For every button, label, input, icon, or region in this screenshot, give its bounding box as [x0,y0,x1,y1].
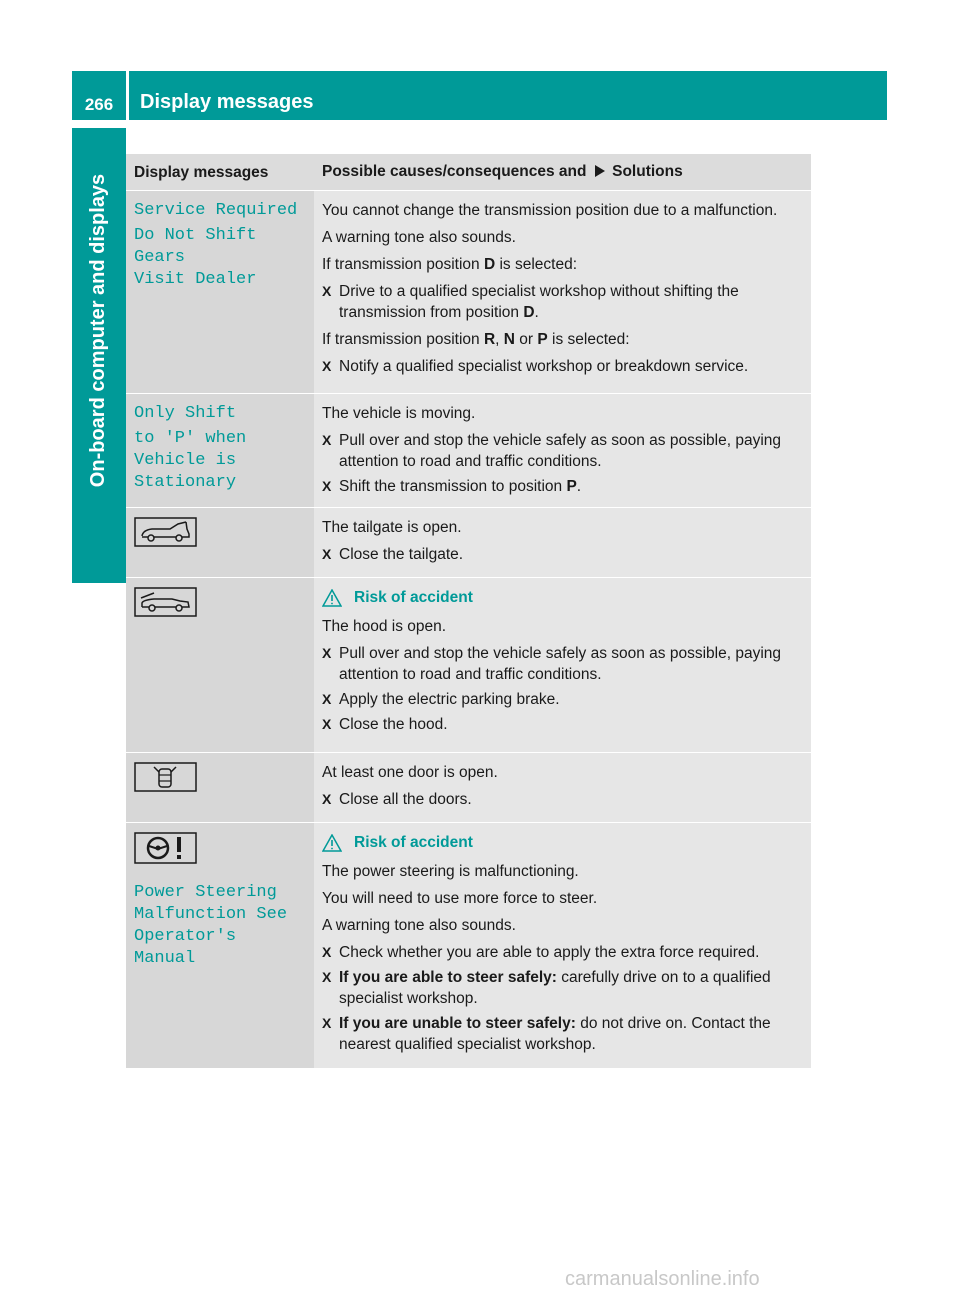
tailgate-open-icon [134,517,306,553]
watermark: carmanualsonline.info [565,1268,760,1290]
gear-d: D [523,304,535,321]
display-cell [126,823,314,1069]
play-arrow-icon [594,163,606,184]
warning-heading [322,832,803,853]
solution-cell [314,823,811,1069]
solution-step [322,1013,803,1055]
solution-step [322,689,803,710]
step-arrow-icon: X [322,283,332,299]
step-arrow-icon: X [322,1015,332,1031]
step-text: carefully drive on to a qualified specialist workshop. [339,969,771,1007]
separator: or [515,331,538,348]
step-text: do not drive on. Contact the nearest qualified specialist workshop. [339,1015,771,1053]
hood-open-icon [134,587,306,623]
door-open-icon [134,762,306,798]
step-text: Close the tailgate. [339,546,464,563]
condition-pre: If transmission position [322,256,484,273]
step-arrow-icon: X [322,944,332,960]
header-divider [126,71,129,120]
solution-cell [314,578,811,753]
col-solutions-label: Solutions [612,162,683,180]
solution-step [322,789,803,810]
gear-p: P [566,478,577,495]
table-row [126,578,811,753]
step-arrow-icon: X [322,432,332,448]
step-text: Notify a qualified specialist workshop or breakdown service. [339,358,749,375]
step-bold-lead: If you are unable to steer safely: [339,1015,576,1032]
warning-label: Risk of accident [354,834,473,851]
display-text [134,403,306,494]
step-text: Drive to a qualified specialist workshop without shifting the transmission from position [339,283,739,321]
cause-text: The power steering is malfunctioning. [322,863,579,880]
col-display-header: Display messages [126,154,314,191]
cause-text: You cannot change the transmission position due to a malfunction. [322,202,778,219]
side-tab-label: On-board computer and displays [87,173,110,488]
step-text: Pull over and stop the vehicle safely as soon as possible, paying attention to road and traffic conditions. [339,432,782,470]
display-cell [126,753,314,823]
step-text: Pull over and stop the vehicle safely as soon as possible, paying attention to road and traffic conditions. [339,645,782,683]
warning-label: Risk of accident [354,589,473,606]
solution-step [322,942,803,963]
solution-step [322,430,803,472]
display-messages-table [126,154,811,1068]
step-arrow-icon: X [322,478,332,494]
solution-step [322,544,803,565]
step-arrow-icon: X [322,546,332,562]
table-row [126,823,811,1069]
display-line: Visit Dealer [134,270,257,289]
condition-post: is selected: [547,331,630,348]
gear-d: D [483,256,496,273]
display-cell [126,578,314,753]
cause-text: The tailgate is open. [322,519,462,536]
solution-step [322,967,803,1009]
step-bold-lead: If you are able to steer safely: [339,969,557,986]
solution-cell [314,394,811,508]
cause-text: A warning tone also sounds. [322,229,516,246]
condition-text [322,254,803,275]
display-line: Power Steering [134,883,277,902]
display-cell [126,191,314,394]
condition-text [322,329,803,350]
step-arrow-icon: X [322,791,332,807]
step-end: . [534,304,539,321]
table-row [126,753,811,823]
step-arrow-icon: X [322,645,332,661]
display-text [134,200,306,291]
solution-step [322,281,803,323]
cause-text: A warning tone also sounds. [322,917,516,934]
warning-triangle-icon [322,589,342,607]
step-text: Shift the transmission to position [339,478,567,495]
power-steering-warning-icon [134,832,306,870]
step-arrow-icon: X [322,691,332,707]
cause-text: At least one door is open. [322,764,498,781]
col-causes-header [314,154,811,191]
display-line: Do Not Shift Gears [134,226,257,267]
warning-heading [322,587,803,608]
display-line: Vehicle is [134,451,237,470]
separator: , [495,331,504,348]
page-number: 266 [84,95,114,114]
step-text: Check whether you are able to apply the extra force required. [339,944,760,961]
page-title: Display messages [140,91,314,113]
solution-step [322,714,803,735]
step-text: Apply the electric parking brake. [339,691,560,708]
step-text: Close the hood. [339,716,448,733]
display-line: to 'P' when [134,429,247,448]
display-line: Operator's Manual [134,927,237,968]
step-text: Close all the doors. [339,791,472,808]
step-arrow-icon: X [322,716,332,732]
cause-text: You will need to use more force to steer. [322,890,598,907]
table-row [126,394,811,508]
display-line: Only Shift [134,404,237,423]
step-arrow-icon: X [322,358,332,374]
solution-cell [314,191,811,394]
gear-n: N [503,331,515,348]
side-tab-label-wrap [78,128,120,533]
warning-triangle-icon [322,834,342,852]
col-causes-label: Possible causes/consequences and [322,162,587,180]
solution-step [322,643,803,685]
condition-pre: If transmission position [322,331,484,348]
table-row [126,191,811,394]
display-cell [126,394,314,508]
solution-step [322,476,803,497]
step-arrow-icon: X [322,969,332,985]
cause-text: The vehicle is moving. [322,405,476,422]
solution-cell [314,753,811,823]
condition-post: is selected: [495,256,578,273]
gear-r: R [483,331,496,348]
display-cell [126,508,314,578]
table-header-row [126,154,811,191]
display-line: Service Required [134,201,298,220]
table-row [126,508,811,578]
solution-cell [314,508,811,578]
solution-step [322,356,803,377]
gear-p: P [537,331,548,348]
cause-text: The hood is open. [322,618,447,635]
display-text [134,882,306,970]
step-end: . [576,478,582,495]
display-line: Stationary [134,473,237,492]
display-line: Malfunction See [134,905,288,924]
